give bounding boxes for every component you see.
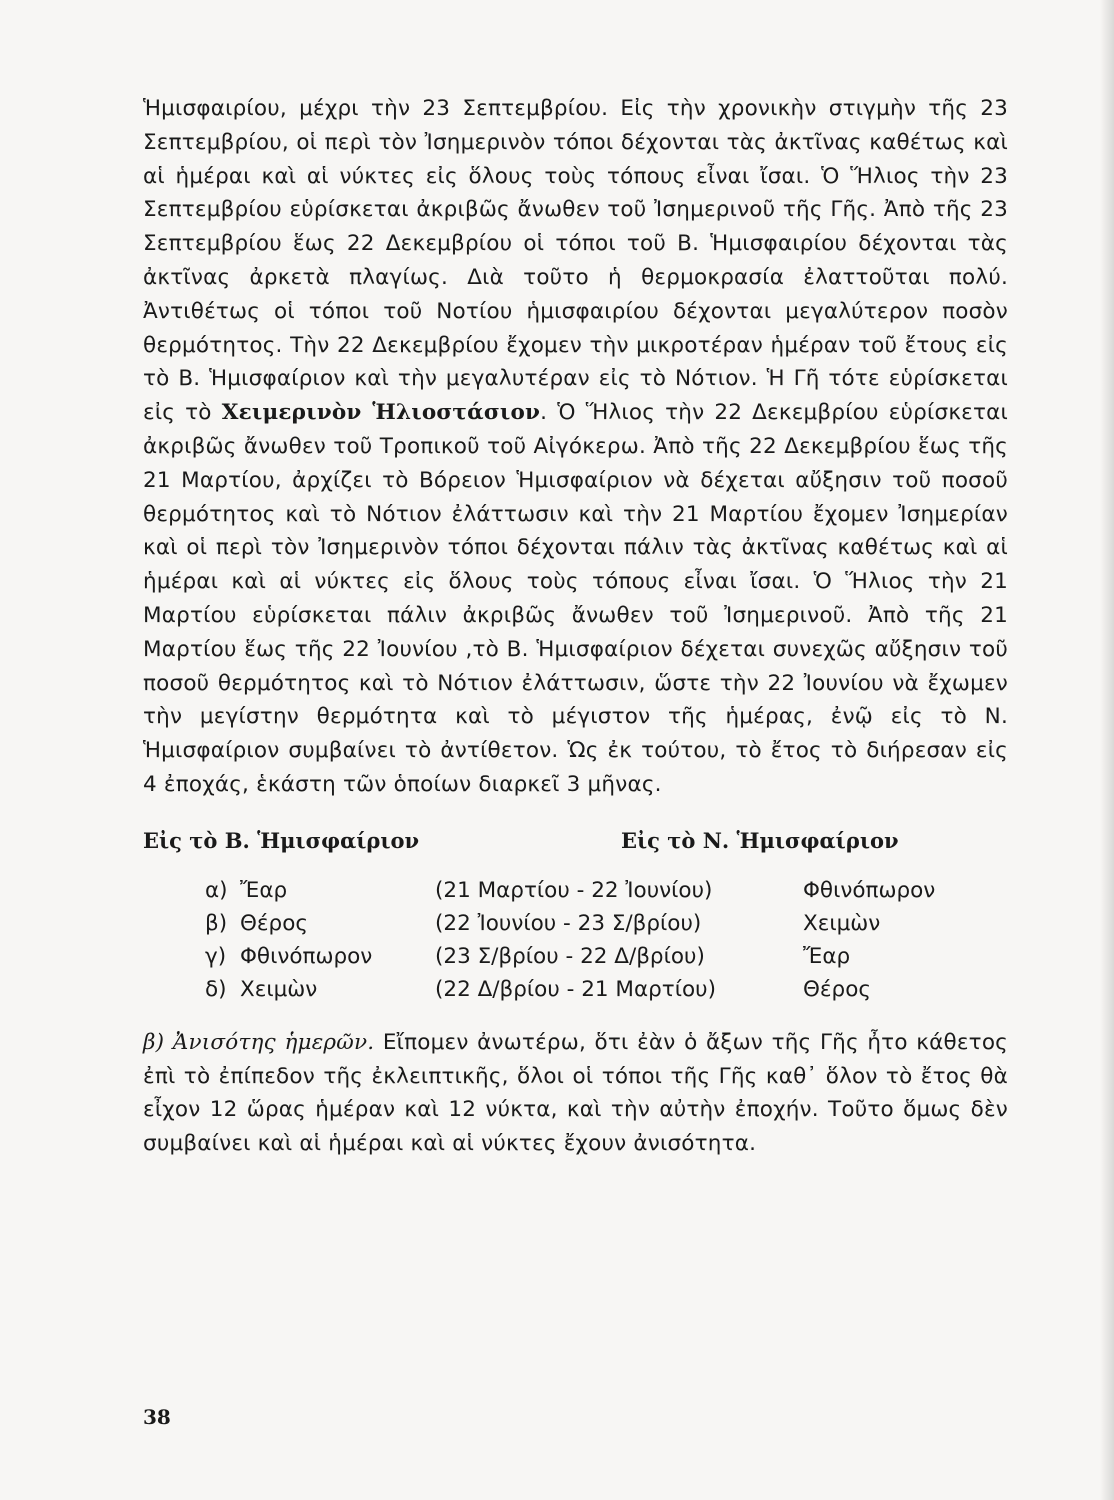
north-hemisphere-heading: Εἰς τὸ Β. Ἡμισφαίριον bbox=[143, 827, 420, 853]
season-letter: α) bbox=[205, 877, 228, 903]
page-number: 38 bbox=[143, 1405, 171, 1429]
season-row bbox=[143, 907, 1008, 940]
season-row bbox=[143, 940, 1008, 973]
south-season-name: Χειμὼν bbox=[803, 910, 881, 936]
north-season-name: Φθινόπωρον bbox=[240, 943, 373, 969]
season-letter: δ) bbox=[205, 976, 227, 1002]
season-date-range: (21 Μαρτίου - 22 Ἰουνίου) bbox=[435, 877, 713, 903]
paragraph-text-part-1: Ἡμισφαιρίου, μέχρι τὴν 23 Σεπτεμβρίου. Εἰς τὴν χρονικὴν στιγμὴν τῆς 23 Σεπτεμβρίου, οἱ περὶ τὸν Ἰσημερινὸν τόποι δέχονται τὰς ἀκτῖνας καθέτως καὶ αἱ ἡμέραι καὶ αἱ νύκτες εἰς ὅλους τοὺς τόπους εἶναι ἴσαι. Ὁ Ἥλιος τὴν 23 Σεπτεμβρίου εὑρίσκεται ἀκριβῶς ἄνωθεν τοῦ Ἰσημερινοῦ τῆς Γῆς. Ἀπὸ τῆς 23 Σεπτεμβρίου ἕως 22 Δεκεμβρίου οἱ τόποι τοῦ Β. Ἡμισφαιρίου δέχονται τὰς ἀκτῖνας ἀρκετὰ πλαγίως. Διὰ τοῦτο ἡ θερμοκρασία ἐλαττοῦται πολύ. Ἀντιθέτως οἱ τόποι τοῦ Νοτίου ἡμισφαιρίου δέχονται μεγαλύτερον ποσὸν θερμότητος. Τὴν 22 Δεκεμβρίου ἔχομεν τὴν μικροτέραν ἡμέραν τοῦ ἔτους εἰς τὸ Β. Ἡμισφαίριον καὶ τὴν μεγαλυτέραν εἰς τὸ Νότιον. Ἡ Γῆ τότε εὑρίσκεται εἰς τὸ bbox=[143, 96, 1008, 426]
paragraph-day-inequality-text: Εἴπομεν ἀνωτέρω, ὅτι ἐὰν ὁ ἄξων τῆς Γῆς ἦτο κάθετος ἐπὶ τὸ ἐπίπεδον τῆς ἐκλειπτικῆς, ὅλοι οἱ τόποι τῆς Γῆς καθ᾽ ὅλον τὸ ἔτος θὰ εἶχον 12 ὥρας ἡμέραν καὶ 12 νύκτα, καὶ τὴν αὐτὴν ἐποχήν. Τοῦτο ὅμως δὲν συμβαίνει καὶ αἱ ἡμέραι καὶ αἱ νύκτες ἔχουν ἀνισότητα. bbox=[143, 1029, 1008, 1157]
north-season-name: Ἔαρ bbox=[240, 877, 288, 903]
south-season-name: Θέρος bbox=[803, 976, 871, 1002]
season-date-range: (22 Ἰουνίου - 23 Σ/βρίου) bbox=[435, 910, 702, 936]
season-row bbox=[143, 973, 1008, 1006]
season-letter: β) bbox=[205, 910, 228, 936]
north-season-name: Θέρος bbox=[240, 910, 308, 936]
paragraph-text-part-2: . Ὁ Ἥλιος τὴν 22 Δεκεμβρίου εὑρίσκεται ἀκριβῶς ἄνωθεν τοῦ Τροπικοῦ τοῦ Αἰγόκερω. Ἀπὸ τῆς 22 Δεκεμβρίου ἕως τῆς 21 Μαρτίου, ἀρχίζει τὸ Βόρειον Ἡμισφαίριον νὰ δέχεται αὔξησιν τοῦ ποσοῦ θερμότητος καὶ τὸ Νότιον ἐλάττωσιν καὶ τὴν 21 Μαρτίου ἔχομεν Ἰσημερίαν καὶ οἱ περὶ τὸν Ἰσημερινὸν τόποι δέχονται πάλιν τὰς ἀκτῖνας καθέτως καὶ αἱ ἡμέραι καὶ αἱ νύκτες εἰς ὅλους τοὺς τόπους εἶναι ἴσαι. Ὁ Ἥλιος τὴν 21 Μαρτίου εὑρίσκεται πάλιν ἀκριβῶς ἄνωθεν τοῦ Ἰσημερινοῦ. Ἀπὸ τῆς 21 Μαρτίου ἕως τῆς 22 Ἰουνίου ,τὸ Β. Ἡμισφαίριον δέχεται συνεχῶς αὔξησιν τοῦ ποσοῦ θερμότητος καὶ τὸ Νότιον ἐλάττωσιν, ὥστε τὴν 22 Ἰουνίου νὰ ἔχωμεν τὴν μεγίστην θερμότητα καὶ τὸ μέγιστον τῆς ἡμέρας, ἐνῷ εἰς τὸ Ν. Ἡμισφαίριον συμβαίνει τὸ ἀντίθετον. Ὡς ἐκ τούτου, τὸ ἔτος τὸ διήρεσαν εἰς 4 ἐποχάς, ἑκάστη τῶν ὁποίων διαρκεῖ 3 μῆνας. bbox=[143, 400, 1008, 797]
hemisphere-headings bbox=[143, 828, 1008, 868]
bold-term-winter-solstice: Χειμερινὸν Ἡλιοστάσιον bbox=[221, 400, 541, 426]
italic-heading-day-inequality: β) Ἀνισότης ἡμερῶν. bbox=[143, 1029, 375, 1055]
south-season-name: Φθινόπωρον bbox=[803, 877, 936, 903]
south-season-name: Ἔαρ bbox=[803, 943, 851, 969]
south-hemisphere-heading: Εἰς τὸ Ν. Ἡμισφαίριον bbox=[621, 827, 899, 853]
page-edge-shadow bbox=[1100, 0, 1114, 1500]
season-row bbox=[143, 874, 1008, 907]
north-season-name: Χειμὼν bbox=[240, 976, 318, 1002]
season-letter: γ) bbox=[205, 943, 227, 969]
season-date-range: (23 Σ/βρίου - 22 Δ/βρίου) bbox=[435, 943, 705, 969]
season-date-range: (22 Δ/βρίου - 21 Μαρτίου) bbox=[435, 976, 716, 1002]
paragraph-seasons-explanation bbox=[143, 92, 1008, 802]
paragraph-day-inequality bbox=[143, 1026, 1008, 1161]
book-page bbox=[143, 92, 1008, 1161]
seasons-table bbox=[143, 874, 1008, 1006]
